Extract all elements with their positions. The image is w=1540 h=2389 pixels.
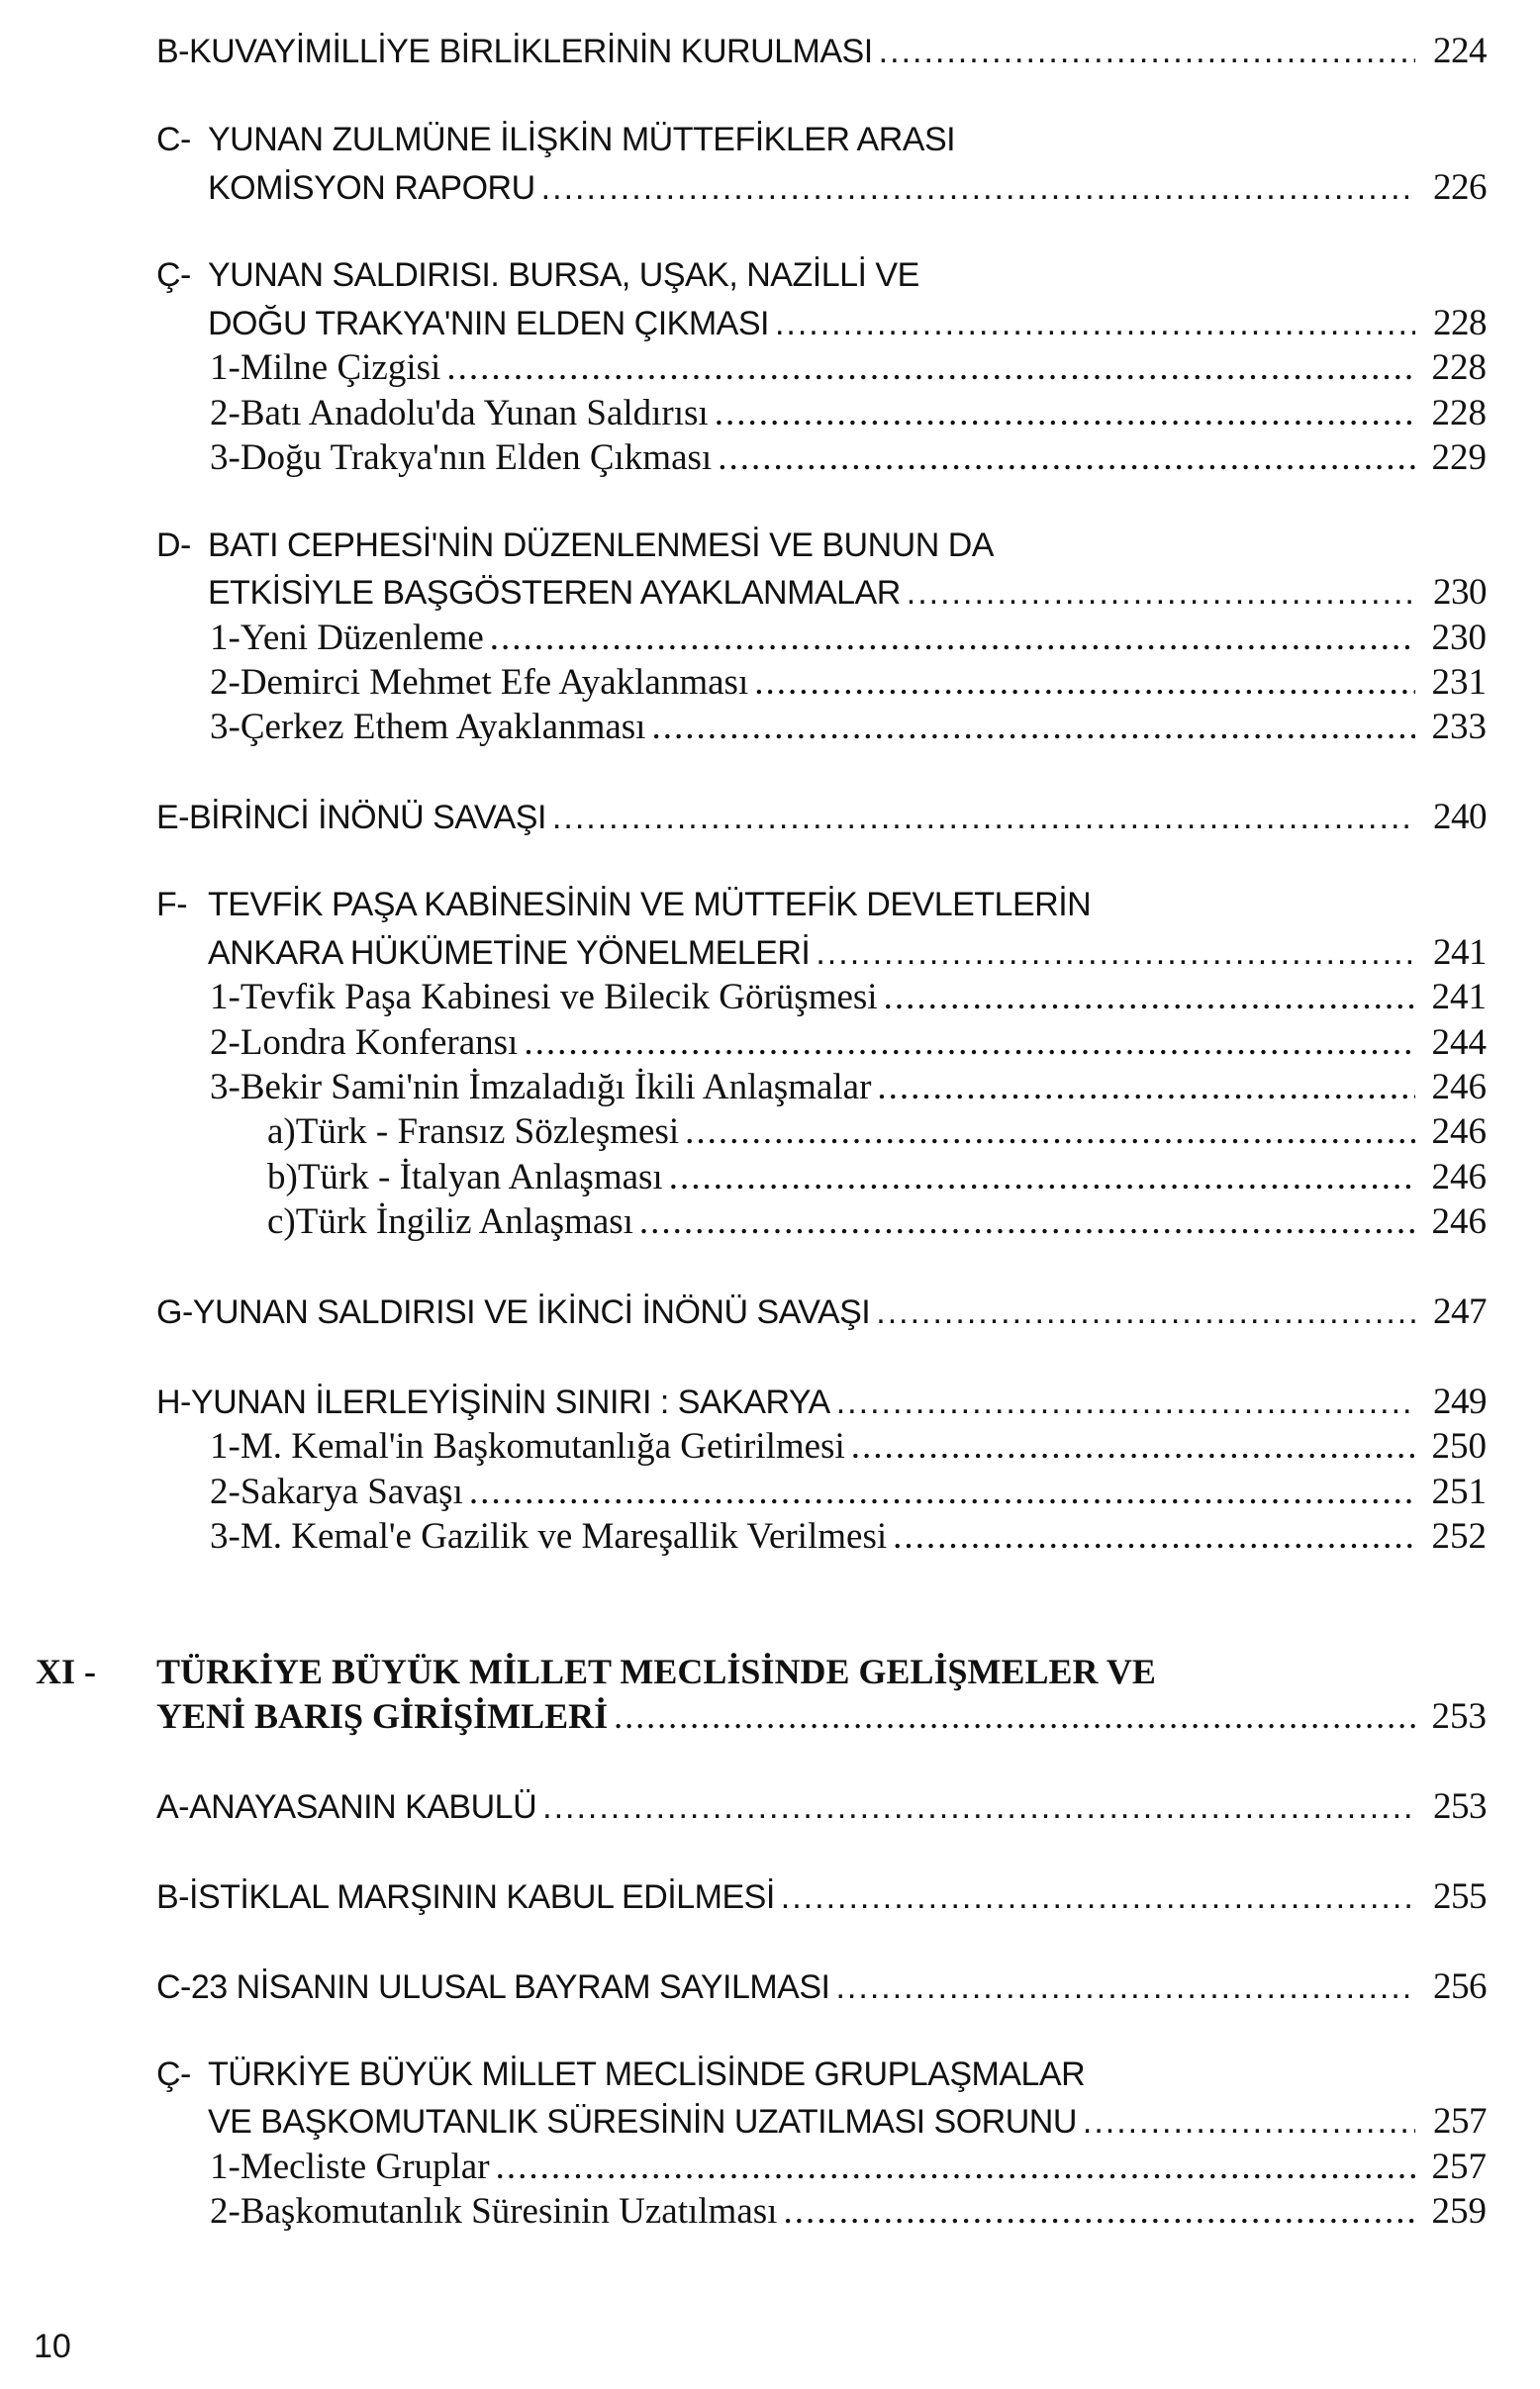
- dot-leader: [639, 1200, 1415, 1243]
- entry-title: Yeni Düzenleme: [240, 618, 484, 658]
- toc-entry-continuation: [208, 2100, 1487, 2143]
- toc-entry: [156, 1785, 1487, 1828]
- dot-leader: [775, 305, 1415, 343]
- dot-leader: [893, 1515, 1415, 1558]
- entry-label: 2-: [210, 2191, 241, 2232]
- page-ref: 240: [1433, 797, 1487, 837]
- page-ref: 230: [1431, 618, 1487, 658]
- page-ref: 228: [1431, 393, 1487, 433]
- toc-subsubentry: [267, 1200, 1487, 1243]
- entry-label: 2-: [210, 1472, 241, 1512]
- chapter-title: TÜRKİYE BÜYÜK MİLLET MECLİSİNDE GELİŞMELER VE: [156, 1652, 1156, 1691]
- entry-label: 3-: [210, 437, 241, 478]
- page-ref: 246: [1431, 1157, 1487, 1197]
- toc-entry: [156, 256, 1487, 295]
- page-ref: 253: [1433, 1786, 1487, 1827]
- entry-title: Türk İngiliz Anlaşması: [295, 1201, 633, 1242]
- dot-leader: [754, 661, 1415, 704]
- toc-chapter: [36, 1651, 1487, 1692]
- page-ref: 224: [1433, 31, 1487, 71]
- page-ref: 246: [1431, 1201, 1487, 1242]
- toc-subentry: [210, 1425, 1487, 1468]
- dot-leader: [490, 617, 1415, 659]
- toc-entry: [156, 796, 1487, 838]
- page-ref: 257: [1431, 2147, 1487, 2187]
- entry-title: YUNAN ZULMÜNE İLİŞKİN MÜTTEFİKLER ARASI: [208, 121, 956, 158]
- dot-leader: [669, 1156, 1415, 1198]
- entry-title: YUNAN SALDIRISI VE İKİNCİ İNÖNÜ SAVAŞI: [192, 1293, 871, 1331]
- toc-subentry: [210, 976, 1487, 1018]
- toc-entry-continuation: [208, 166, 1487, 209]
- toc-entry: [156, 1290, 1487, 1333]
- page-ref: 241: [1433, 932, 1487, 973]
- entry-label: H-: [156, 1384, 191, 1421]
- entry-title: Çerkez Ethem Ayaklanması: [240, 707, 646, 747]
- entry-label: 1-: [210, 347, 241, 388]
- entry-label: 1-: [210, 618, 241, 658]
- entry-title: Demirci Mehmet Efe Ayaklanması: [240, 662, 749, 703]
- entry-label: C-: [156, 121, 191, 158]
- toc-entry: [156, 886, 1487, 924]
- dot-leader: [496, 2146, 1415, 2188]
- entry-label: 2-: [210, 393, 241, 433]
- dot-leader: [524, 1021, 1415, 1064]
- entry-title: VE BAŞKOMUTANLIK SÜRESİNİN UZATILMASI SORUNU: [208, 2103, 1077, 2141]
- dot-leader: [879, 33, 1415, 71]
- toc-entry-continuation: [208, 571, 1487, 614]
- page-ref: 259: [1431, 2191, 1487, 2232]
- toc-entry: [156, 526, 1487, 565]
- entry-title: ANAYASANIN KABULÜ: [189, 1788, 537, 1826]
- entry-label: a): [267, 1111, 296, 1152]
- page-ref: 231: [1431, 662, 1487, 703]
- dot-leader: [884, 976, 1415, 1018]
- dot-leader: [907, 574, 1415, 613]
- dot-leader: [783, 2190, 1415, 2233]
- toc-entry-continuation: [208, 931, 1487, 974]
- dot-leader: [542, 1788, 1415, 1827]
- entry-label: B-: [156, 33, 189, 70]
- entry-label: Ç-: [156, 2055, 191, 2093]
- entry-title: İSTİKLAL MARŞININ KABUL EDİLMESİ: [189, 1878, 775, 1916]
- page-ref: 247: [1433, 1291, 1487, 1332]
- entry-title: YUNAN SALDIRISI. BURSA, UŞAK, NAZİLLİ VE: [208, 256, 919, 294]
- entry-label: F-: [156, 886, 188, 923]
- dot-leader: [469, 1471, 1415, 1513]
- page-ref: 244: [1431, 1022, 1487, 1063]
- entry-label: 1-: [210, 1426, 241, 1467]
- entry-label: 2-: [210, 1022, 241, 1063]
- entry-title: Tevfik Paşa Kabinesi ve Bilecik Görüşmesi: [240, 977, 878, 1017]
- dot-leader: [816, 934, 1415, 973]
- entry-title: Bekir Sami'nin İmzaladığı İkili Anlaşmalar: [240, 1067, 872, 1107]
- page-ref: 241: [1431, 977, 1487, 1017]
- page-ref: 251: [1431, 1472, 1487, 1512]
- entry-label: C-: [156, 1968, 191, 2006]
- entry-title: YUNAN İLERLEYİŞİNİN SINIRI : SAKARYA: [190, 1384, 830, 1421]
- toc-entry-continuation: [208, 302, 1487, 344]
- toc-entry: [156, 1965, 1487, 2008]
- toc-subentry: [210, 2146, 1487, 2188]
- entry-title: BİRİNCİ İNÖNÜ SAVAŞI: [189, 799, 546, 836]
- entry-label: 2-: [210, 662, 241, 703]
- toc-entry: [156, 121, 1487, 159]
- dot-leader: [446, 346, 1415, 389]
- toc-subentry: [210, 1515, 1487, 1558]
- page-ref: 230: [1433, 572, 1487, 613]
- entry-label: c): [267, 1201, 296, 1242]
- dot-leader: [836, 1384, 1415, 1422]
- entry-title: BATI CEPHESİ'NİN DÜZENLENMESİ VE BUNUN DA: [208, 526, 994, 564]
- entry-title: Türk - İtalyan Anlaşması: [297, 1157, 663, 1197]
- entry-title: Sakarya Savaşı: [240, 1472, 463, 1512]
- dot-leader: [552, 799, 1415, 837]
- toc-subentry: [210, 436, 1487, 479]
- toc-entry: [156, 30, 1487, 72]
- page-number: 10: [34, 2328, 71, 2365]
- dot-leader: [835, 1968, 1415, 2007]
- page-ref: 226: [1433, 167, 1487, 208]
- toc-subentry: [210, 1471, 1487, 1513]
- entry-title: M. Kemal'in Başkomutanlığa Getirilmesi: [240, 1426, 845, 1467]
- toc-subentry: [210, 706, 1487, 748]
- page-ref: 256: [1433, 1966, 1487, 2007]
- toc-entry: [156, 2055, 1487, 2094]
- entry-label: b): [267, 1157, 298, 1197]
- dot-leader: [651, 706, 1415, 748]
- page-ref: 233: [1431, 707, 1487, 747]
- entry-label: B-: [156, 1878, 189, 1916]
- entry-title: Doğu Trakya'nın Elden Çıkması: [240, 437, 713, 478]
- dot-leader: [876, 1293, 1415, 1332]
- entry-label: 3-: [210, 1067, 241, 1107]
- toc-chapter-continuation: [156, 1695, 1487, 1738]
- page-ref: 228: [1431, 347, 1487, 388]
- entry-title: DOĞU TRAKYA'NIN ELDEN ÇIKMASI: [208, 305, 769, 342]
- entry-title: ANKARA HÜKÜMETİNE YÖNELMELERİ: [208, 934, 811, 972]
- entry-label: A-: [156, 1788, 189, 1826]
- entry-label: 3-: [210, 1516, 241, 1557]
- chapter-title: YENİ BARIŞ GİRİŞİMLERİ: [156, 1696, 609, 1736]
- entry-title: ETKİSİYLE BAŞGÖSTEREN AYAKLANMALAR: [208, 574, 901, 612]
- page-ref: 228: [1433, 303, 1487, 343]
- toc-subentry: [210, 392, 1487, 434]
- page-ref: 246: [1431, 1111, 1487, 1152]
- entry-title: Batı Anadolu'da Yunan Saldırısı: [240, 393, 709, 433]
- toc-subentry: [210, 1066, 1487, 1108]
- toc-subsubentry: [267, 1110, 1487, 1153]
- entry-label: Ç-: [156, 256, 191, 294]
- page-ref: 249: [1433, 1382, 1487, 1422]
- page-ref: 257: [1433, 2101, 1487, 2142]
- entry-title: Türk - Fransız Sözleşmesi: [295, 1111, 680, 1152]
- toc-subentry: [210, 2190, 1487, 2233]
- dot-leader: [877, 1066, 1415, 1108]
- entry-title: Londra Konferansı: [240, 1022, 519, 1063]
- entry-label: 1-: [210, 2147, 241, 2187]
- entry-title: Mecliste Gruplar: [240, 2147, 490, 2187]
- entry-title: 23 NİSANIN ULUSAL BAYRAM SAYILMASI: [190, 1968, 830, 2006]
- dot-leader: [685, 1110, 1415, 1153]
- page-ref: 250: [1431, 1426, 1487, 1467]
- entry-title: KUVAYİMİLLİYE BİRLİKLERİNİN KURULMASI: [189, 33, 873, 70]
- entry-title: M. Kemal'e Gazilik ve Mareşallik Verilmesi: [240, 1516, 888, 1557]
- toc-subentry: [210, 617, 1487, 659]
- toc-subsubentry: [267, 1156, 1487, 1198]
- entry-title: KOMİSYON RAPORU: [208, 169, 535, 207]
- entry-label: E-: [156, 799, 189, 836]
- page-ref: 252: [1431, 1516, 1487, 1557]
- chapter-number: XI -: [36, 1652, 96, 1691]
- page-ref: 253: [1431, 1696, 1487, 1737]
- entry-label: G-: [156, 1293, 193, 1331]
- entry-label: 1-: [210, 977, 241, 1017]
- toc-subentry: [210, 1021, 1487, 1064]
- dot-leader: [781, 1878, 1415, 1917]
- toc-subentry: [210, 661, 1487, 704]
- dot-leader: [715, 392, 1415, 434]
- toc-entry: [156, 1381, 1487, 1423]
- dot-leader: [851, 1425, 1415, 1468]
- entry-title: TEVFİK PAŞA KABİNESİNİN VE MÜTTEFİK DEVLETLERİN: [208, 886, 1092, 923]
- entry-label: D-: [156, 526, 191, 564]
- entry-label: 3-: [210, 707, 241, 747]
- dot-leader: [614, 1695, 1415, 1737]
- toc-subentry: [210, 346, 1487, 389]
- entry-title: Başkomutanlık Süresinin Uzatılması: [240, 2191, 778, 2232]
- dot-leader: [541, 169, 1415, 208]
- dot-leader: [1083, 2103, 1415, 2142]
- toc-entry: [156, 1875, 1487, 1918]
- dot-leader: [718, 436, 1415, 479]
- entry-title: Milne Çizgisi: [240, 347, 441, 388]
- page-ref: 255: [1433, 1876, 1487, 1917]
- page-ref: 246: [1431, 1067, 1487, 1107]
- page-ref: 229: [1431, 437, 1487, 478]
- entry-title: TÜRKİYE BÜYÜK MİLLET MECLİSİNDE GRUPLAŞMALAR: [208, 2055, 1086, 2093]
